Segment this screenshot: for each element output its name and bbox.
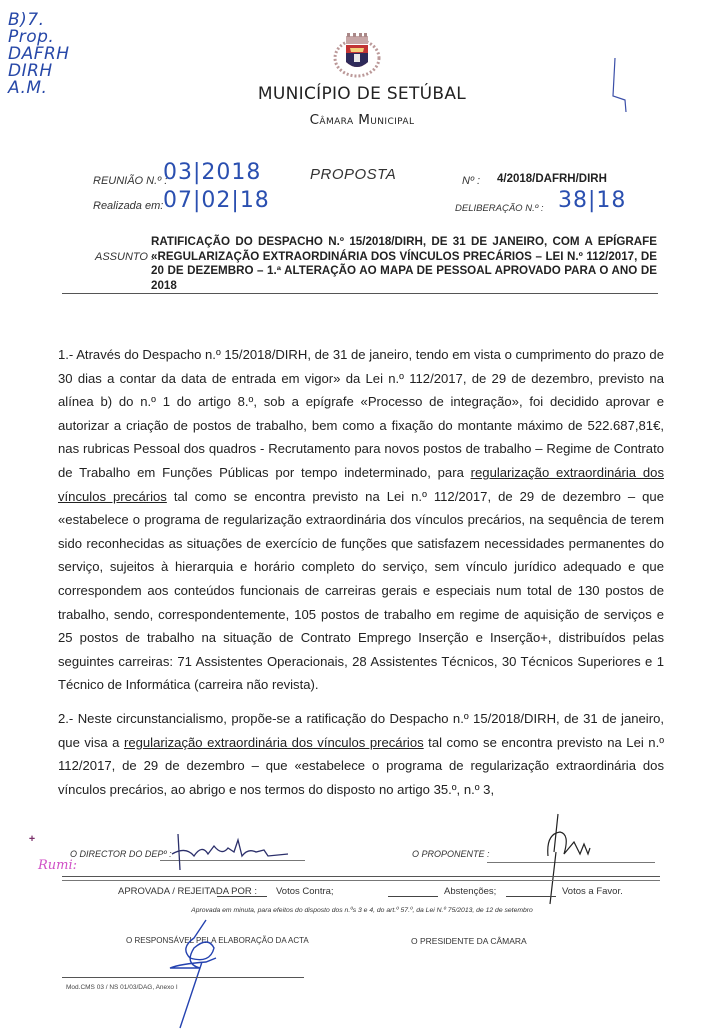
minuta-note: Aprovada em minuta, para efeitos do disposto dos n.ºs 3 e 4, do art.º 57.º, da Lei N.º 75/2013, de 12 de setembro bbox=[191, 907, 533, 914]
margin-note-line: A.M. bbox=[8, 78, 48, 98]
handwritten-corner-mark bbox=[610, 56, 630, 116]
handwritten-mark: ᐩ bbox=[28, 830, 36, 854]
votos-favor-label: Votos a Favor. bbox=[562, 886, 623, 897]
proponente-label: O PROPONENTE : bbox=[412, 849, 490, 859]
director-signature bbox=[168, 826, 298, 881]
paragraph-text: 2.- Neste circunstancialismo, propõe-se a ratificação do Despacho n.º 15/2018/DIRH, de 31 de janeiro, que visa a bbox=[58, 711, 664, 750]
assunto-label: ASSUNTO : bbox=[95, 251, 155, 263]
votos-contra-label: Votos Contra; bbox=[276, 886, 334, 897]
paragraph-text: tal como se encontra previsto na Lei n.º 112/2017, de 29 de dezembro – que «estabelece o programa de regularização extraordinária dos vínculos precários, na sequência de terem sido reconhecidas as situações de exercício de funções que satisfazem necessidades permanentes do serviço, sujeitos à hierarquia e horário completo do serviço, sem vínculo jurídico adequado e que correspondem aos conteúdos funcionais de carreiras gerais e especiais num total de 130 postos de trabalho, sendo, correspondentemente, 105 postos de trabalho em regime de aquisição de serviços e 25 postos de trabalho na situação de Contrato Emprego Inserção e Inserção+, distribuídos pelas seguintes carreiras: 71 Assistentes Operacionais, 28 Assistentes Técnicos, 30 Técnicos Superiores e 1 Técnico de Informática (carreira não revista). bbox=[58, 488, 664, 693]
underlined-phrase: regularização extraordinária dos vínculos precários bbox=[123, 734, 424, 750]
margin-note-line: DIRH bbox=[8, 61, 53, 81]
assunto-divider bbox=[62, 293, 658, 294]
organization-subtitle: Câmara Municipal bbox=[309, 112, 415, 128]
director-label: O DIRECTOR DO DEPº : bbox=[70, 849, 172, 859]
abstencoes-blank[interactable] bbox=[388, 896, 438, 897]
abstencoes-label: Abstenções; bbox=[444, 886, 497, 897]
aprovada-label: APROVADA / REJEITADA POR : bbox=[118, 886, 258, 897]
municipal-coat-of-arms-icon bbox=[332, 32, 382, 78]
margin-note-line: B)7. bbox=[8, 10, 45, 30]
responsavel-signature bbox=[150, 918, 250, 1033]
signatures-divider bbox=[62, 876, 660, 881]
proponente-signature bbox=[530, 812, 610, 912]
underlined-phrase: regularização extraordinária dos vínculos precários bbox=[58, 464, 664, 504]
reuniao-label: REUNIÃO N.º : bbox=[93, 175, 168, 187]
realizada-date: 07|02|18 bbox=[163, 188, 270, 213]
numero-label: Nº : bbox=[462, 175, 481, 187]
responsavel-acta-label: O RESPONSÁVEL PELA ELABORAÇÃO DA ACTA bbox=[126, 936, 309, 945]
footer-form-code: Mod.CMS 03 / NS 01/03/DAG, Anexo I bbox=[66, 984, 178, 991]
organization-title: MUNICÍPIO DE SETÚBAL bbox=[257, 84, 467, 104]
margin-note-line: DAFRH bbox=[8, 44, 70, 64]
document-type: PROPOSTA bbox=[310, 166, 397, 183]
body-paragraph-2 bbox=[58, 707, 664, 801]
votos-contra-blank[interactable] bbox=[217, 896, 267, 897]
footer-divider bbox=[62, 977, 304, 978]
paragraph-text: tal como se encontra previsto na Lei n.º 112/2017, de 29 de dezembro – que «estabelece o programa de regularização extraordinária dos vínculos precários, ao abrigo e nos termos do disposto no artigo 35.º, n.º 3, bbox=[58, 734, 664, 797]
pink-annotation: Rumi: bbox=[38, 858, 78, 873]
margin-note-line: Prop. bbox=[8, 27, 55, 47]
deliberacao-label: DELIBERAÇÃO N.º : bbox=[455, 203, 544, 214]
reuniao-number: 03|2018 bbox=[163, 160, 262, 185]
assunto-text: RATIFICAÇÃO DO DESPACHO N.º 15/2018/DIRH, DE 31 DE JANEIRO, COM A EPÍGRAFE «REGULARIZAÇÃO EXTRAORDINÁRIA DOS VÍNCULOS PRECÁRIOS – LEI N.º 112/2017, DE 20 DE DEZEMBRO – 1.ª ALTERAÇÃO AO MAPA DE PESSOAL APROVADO PARA O ANO DE 2018 bbox=[151, 235, 657, 292]
deliberacao-number: 38|18 bbox=[558, 188, 627, 213]
realizada-label: Realizada em: bbox=[93, 200, 164, 212]
presidente-label: O PRESIDENTE DA CÂMARA bbox=[411, 936, 527, 946]
paragraph-text: 1.- Através do Despacho n.º 15/2018/DIRH, de 31 de janeiro, tendo em vista o cumprimento do prazo de 30 dias a contar da data de entrada em vigor» da Lei n.º 112/2017, de 29 de dezembro, previsto na alínea b) do n.º 1 do artigo 8.º, sob a epígrafe «Processo de integração», foi decidido aprovar e autorizar a criação de postos de trabalho, bem como a fixação do montante máximo de 522.687,81€, nas rubricas Pessoal dos quadros - Recrutamento para novos postos de trabalho – Regime de Contrato de Trabalho em Funções Públicas por tempo indeterminado, para bbox=[58, 347, 664, 480]
votos-favor-blank[interactable] bbox=[506, 896, 556, 897]
body-paragraph-1 bbox=[58, 343, 664, 697]
proposal-number: 4/2018/DAFRH/DIRH bbox=[497, 173, 607, 185]
